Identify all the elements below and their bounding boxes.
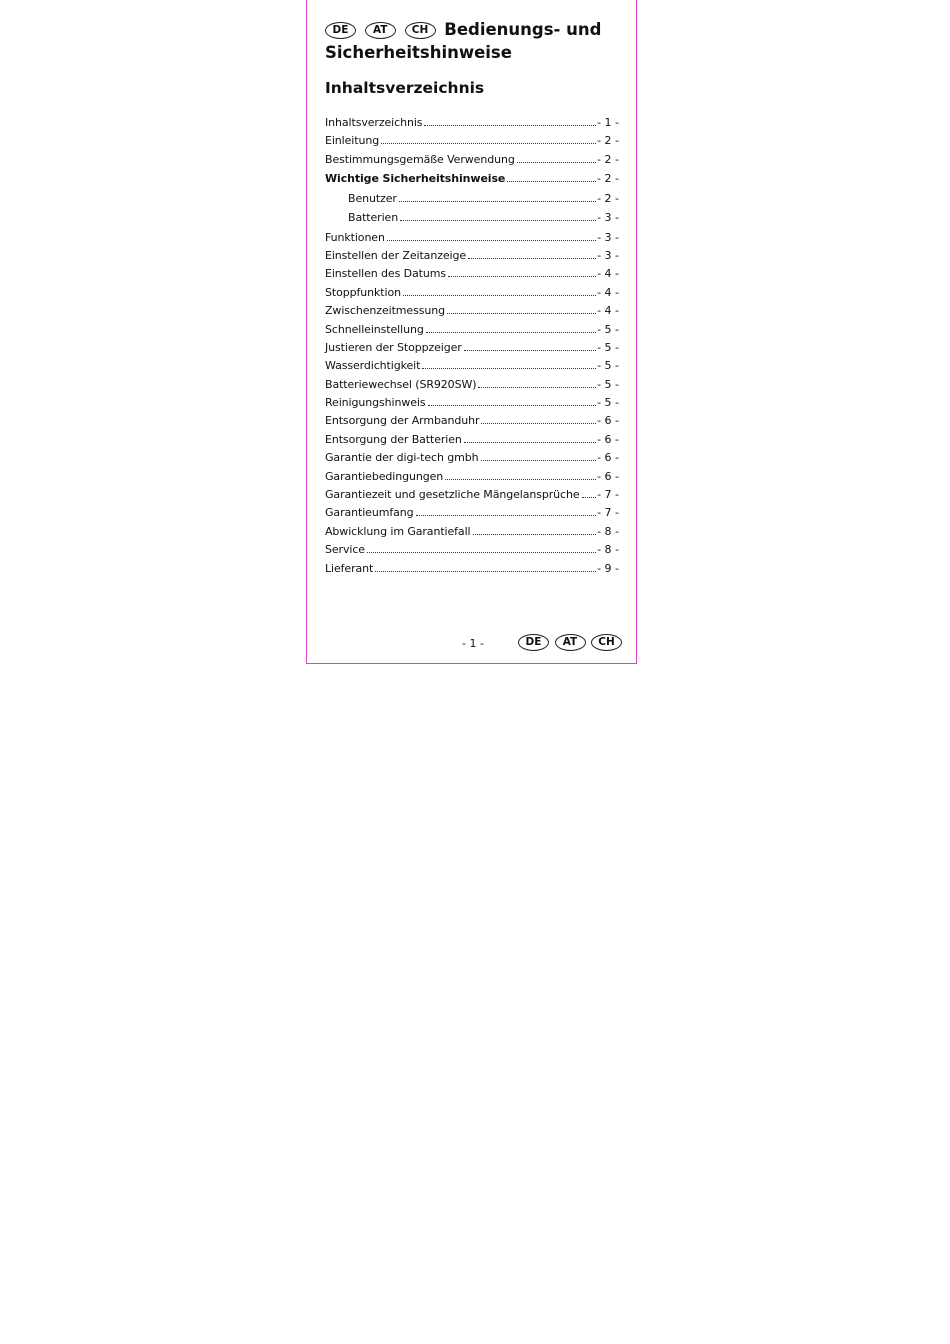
toc-entry-label: Benutzer — [348, 192, 397, 206]
toc-entry-label: Garantiebedingungen — [325, 469, 444, 483]
title-text: Bedienungs- und Sicherheitshinweise — [325, 20, 602, 62]
toc-entry-page: - 3 - — [597, 248, 619, 262]
country-badge-at: AT — [365, 22, 396, 39]
toc-entry[interactable] — [325, 341, 619, 359]
toc-entry-page: - 2 - — [597, 192, 619, 206]
toc-entry-label: Schnelleinstellung — [325, 322, 424, 336]
toc-leader-dots — [517, 162, 596, 163]
toc-leader-dots — [399, 201, 596, 202]
toc-entry[interactable] — [325, 171, 619, 192]
toc-entry-label: Reinigungshinweis — [325, 396, 426, 410]
toc-heading: Inhaltsverzeichnis — [325, 79, 485, 97]
toc-leader-dots — [481, 460, 597, 461]
toc-entry-page: - 4 - — [597, 304, 619, 318]
toc-entry-page: - 2 - — [597, 171, 619, 185]
toc-entry-label: Lieferant — [325, 561, 374, 575]
toc-entry-label: Abwicklung im Garantiefall — [325, 524, 471, 538]
toc-entry-label: Wichtige Sicherheitshinweise — [325, 171, 506, 185]
toc-entry-label: Einstellen des Datums — [325, 267, 446, 281]
toc-leader-dots — [422, 368, 596, 369]
toc-leader-dots — [447, 313, 596, 314]
toc-entry-page: - 8 - — [597, 524, 619, 538]
toc-entry-page: - 8 - — [597, 543, 619, 557]
toc-entry-page: - 5 - — [597, 322, 619, 336]
toc-entry-page: - 3 - — [597, 230, 619, 244]
toc-entry-page: - 4 - — [597, 285, 619, 299]
toc-leader-dots — [381, 143, 596, 144]
toc-leader-dots — [387, 240, 596, 241]
toc-entry-page: - 7 - — [597, 488, 619, 502]
toc-entry-label: Zwischenzeitmessung — [325, 304, 445, 318]
toc-entry[interactable] — [325, 543, 619, 561]
toc-entry[interactable] — [325, 451, 619, 469]
toc-entry[interactable] — [325, 506, 619, 524]
toc-entry[interactable] — [325, 562, 619, 580]
toc-entry-label: Stoppfunktion — [325, 285, 401, 299]
toc-entry-page: - 5 - — [597, 340, 619, 354]
toc-entry[interactable] — [325, 470, 619, 488]
toc-leader-dots — [400, 220, 596, 221]
toc-leader-dots — [375, 571, 596, 572]
toc-entry-page: - 5 - — [597, 377, 619, 391]
toc-entry[interactable] — [325, 249, 619, 267]
toc-leader-dots — [478, 387, 596, 388]
toc-entry-label: Entsorgung der Batterien — [325, 432, 462, 446]
toc-entry[interactable] — [325, 525, 619, 543]
toc-leader-dots — [507, 181, 596, 182]
toc-leader-dots — [464, 442, 596, 443]
toc-entry[interactable] — [325, 488, 619, 506]
toc-leader-dots — [481, 423, 596, 424]
toc-entry[interactable] — [325, 286, 619, 304]
toc-entry-page: - 6 - — [597, 451, 619, 465]
toc-subentry[interactable] — [325, 192, 619, 211]
toc-entry-page: - 1 - — [597, 116, 619, 129]
toc-entry[interactable] — [325, 433, 619, 451]
toc-leader-dots — [367, 552, 596, 553]
toc-entry-label: Batteriewechsel (SR920SW) — [325, 377, 477, 391]
document-page — [306, 0, 637, 664]
toc-entry-page: - 5 - — [597, 359, 619, 373]
toc-entry-label: Wasserdichtigkeit — [325, 359, 421, 373]
toc-entry-label: Garantiezeit und gesetzliche Mängelansprüche — [325, 488, 580, 502]
toc-leader-dots — [403, 295, 596, 296]
country-badge-de: DE — [325, 22, 356, 39]
toc-entry[interactable] — [325, 323, 619, 341]
toc-leader-dots — [464, 350, 596, 351]
toc-leader-dots — [445, 479, 596, 480]
footer-country-badges — [518, 634, 624, 651]
toc-entry[interactable] — [325, 378, 619, 396]
toc-entry-label: Inhaltsverzeichnis — [325, 116, 423, 129]
country-badge-at: AT — [555, 634, 586, 651]
toc-leader-dots — [468, 258, 596, 259]
toc-entry[interactable] — [325, 267, 619, 285]
toc-leader-dots — [473, 534, 597, 535]
toc-leader-dots — [582, 497, 596, 498]
toc-leader-dots — [426, 332, 596, 333]
toc-entry-page: - 7 - — [597, 506, 619, 520]
toc-leader-dots — [428, 405, 597, 406]
toc-entry[interactable] — [325, 359, 619, 377]
country-badge-de: DE — [518, 634, 549, 651]
page-footer — [307, 634, 638, 654]
toc-entry-page: - 3 - — [597, 211, 619, 225]
document-title — [325, 18, 625, 64]
toc-entry-page: - 4 - — [597, 267, 619, 281]
toc-entry[interactable] — [325, 414, 619, 432]
toc-entry[interactable] — [325, 116, 619, 134]
toc-entry-page: - 2 - — [597, 152, 619, 166]
table-of-contents — [325, 116, 619, 580]
toc-entry-label: Funktionen — [325, 230, 385, 244]
toc-entry[interactable] — [325, 304, 619, 322]
toc-entry-page: - 6 - — [597, 469, 619, 483]
toc-entry-label: Justieren der Stoppzeiger — [325, 340, 462, 354]
toc-entry-label: Bestimmungsgemäße Verwendung — [325, 152, 515, 166]
toc-entry[interactable] — [325, 153, 619, 171]
country-badge-ch: CH — [405, 22, 436, 39]
toc-entry-label: Einstellen der Zeitanzeige — [325, 248, 467, 262]
toc-leader-dots — [416, 515, 597, 516]
toc-leader-dots — [448, 276, 596, 277]
toc-entry-page: - 6 - — [597, 414, 619, 428]
toc-entry-label: Garantieumfang — [325, 506, 414, 520]
toc-entry-label: Entsorgung der Armbanduhr — [325, 414, 480, 428]
toc-entry-page: - 9 - — [597, 561, 619, 575]
toc-entry-label: Einleitung — [325, 134, 380, 148]
toc-entry-label: Garantie der digi-tech gmbh — [325, 451, 479, 465]
toc-leader-dots — [424, 125, 596, 126]
toc-entry-label: Batterien — [348, 211, 399, 225]
toc-entry-page: - 5 - — [597, 396, 619, 410]
toc-entry[interactable] — [325, 231, 619, 249]
toc-entry-page: - 6 - — [597, 432, 619, 446]
toc-entry-page: - 2 - — [597, 134, 619, 148]
toc-subentry[interactable] — [325, 211, 619, 230]
country-badge-ch: CH — [591, 634, 622, 651]
page-number: - 1 - — [462, 637, 484, 650]
toc-entry[interactable] — [325, 134, 619, 152]
toc-entry-label: Service — [325, 543, 365, 557]
toc-entry[interactable] — [325, 396, 619, 414]
